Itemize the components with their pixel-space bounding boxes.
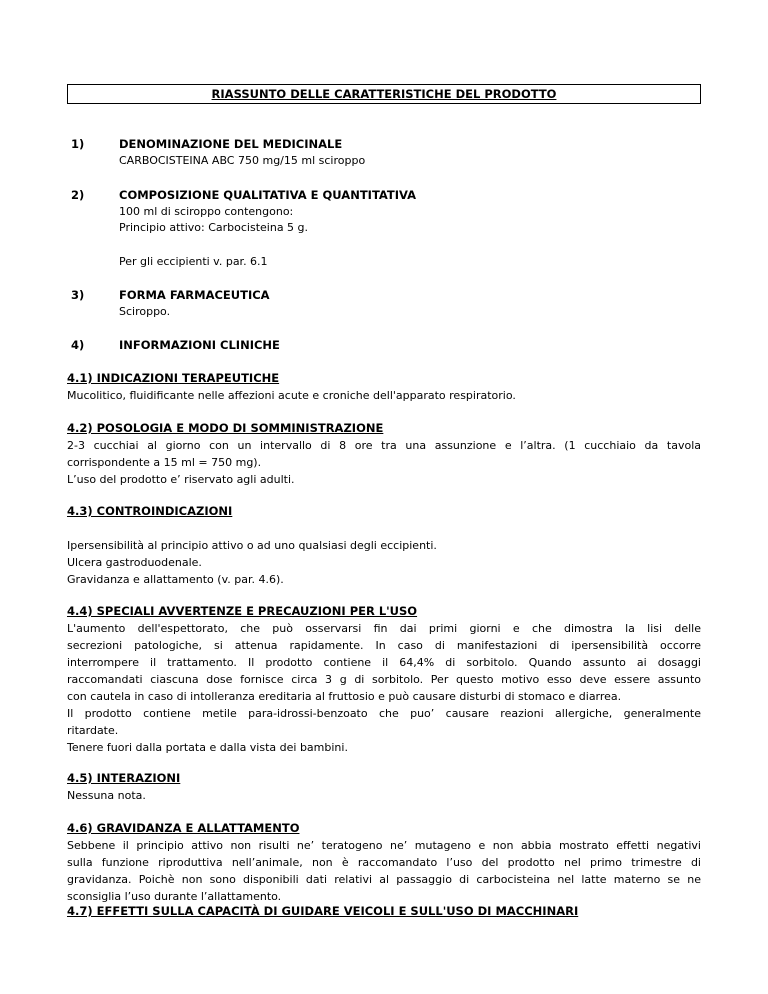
body-line: Ipersensibilità al principio attivo o ad uno qualsiasi degli eccipienti. xyxy=(67,539,437,552)
body-line: raccomandati ciascuna dose fornisce circa 3 g di sorbitolo. Per questo motivo esso deve essere assunto xyxy=(67,673,701,686)
body-line: Ulcera gastroduodenale. xyxy=(67,556,202,569)
subsection-body xyxy=(67,437,701,488)
body-line: L’uso del prodotto e’ riservato agli adulti. xyxy=(67,473,295,486)
body-line: Mucolitico, fluidificante nelle affezioni acute e croniche dell'apparato respiratorio. xyxy=(67,389,516,402)
body-line: 2-3 cucchiai al giorno con un intervallo di 8 ore tra una assunzione e l’altra. (1 cucchiaio da tavola xyxy=(67,439,701,452)
section-number: 2) xyxy=(71,188,85,202)
subsection-heading: 4.3) CONTROINDICAZIONI xyxy=(67,504,233,518)
subsection-heading: 4.5) INTERAZIONI xyxy=(67,771,181,785)
section-number: 4) xyxy=(71,338,85,352)
body-line: Il prodotto contiene metile para-idrossi-benzoato che puo’ causare reazioni allergiche, generalmente xyxy=(67,707,701,720)
body-line: Gravidanza e allattamento (v. par. 4.6). xyxy=(67,573,284,586)
body-line: interrompere il trattamento. Il prodotto contiene il 64,4% di sorbitolo. Quando assunto ai dosaggi xyxy=(67,656,701,669)
section-heading: COMPOSIZIONE QUALITATIVA E QUANTITATIVA xyxy=(119,188,417,202)
subsection-body xyxy=(67,537,701,588)
subsection-body xyxy=(67,837,701,905)
subsection-heading: 4.7) EFFETTI SULLA CAPACITÀ DI GUIDARE VEICOLI E SULL'USO DI MACCHINARI xyxy=(67,904,579,918)
body-line: Tenere fuori dalla portata e dalla vista dei bambini. xyxy=(67,741,348,754)
subsection-heading: 4.4) SPECIALI AVVERTENZE E PRECAUZIONI PER L'USO xyxy=(67,604,418,618)
subsection-heading: 4.2) POSOLOGIA E MODO DI SOMMINISTRAZIONE xyxy=(67,421,384,435)
document-title: RIASSUNTO DELLE CARATTERISTICHE DEL PRODOTTO xyxy=(67,84,701,104)
body-line: L'aumento dell'espettorato, che può osservarsi fin dai primi giorni e che dimostra la lisi delle xyxy=(67,622,701,635)
body-line: sulla funzione riproduttiva nell’animale, non è raccomandato l’uso del prodotto nel primo trimestre di xyxy=(67,856,701,869)
section-number: 1) xyxy=(71,137,85,151)
body-line: ritardate. xyxy=(67,724,119,737)
section-heading: FORMA FARMACEUTICA xyxy=(119,288,270,302)
section-heading: DENOMINAZIONE DEL MEDICINALE xyxy=(119,137,343,151)
subsection-body xyxy=(67,620,701,756)
section-line: Per gli eccipienti v. par. 6.1 xyxy=(119,255,268,268)
section-number: 3) xyxy=(71,288,85,302)
body-line: corrispondente a 15 ml = 750 mg). xyxy=(67,456,262,469)
body-line: Nessuna nota. xyxy=(67,789,146,802)
body-line: Sebbene il principio attivo non risulti ne’ teratogeno ne’ mutageno e non abbia mostrato effetti negativi xyxy=(67,839,701,852)
section-line: Principio attivo: Carbocisteina 5 g. xyxy=(119,221,309,234)
body-line: gravidanza. Poichè non sono disponibili dati relativi al passaggio di carbocisteina nel latte materno se ne xyxy=(67,873,701,886)
section-heading: INFORMAZIONI CLINICHE xyxy=(119,338,280,352)
subsection-body xyxy=(67,387,701,404)
body-line: con cautela in caso di intolleranza ereditaria al fruttosio e può causare disturbi di stomaco e diarrea. xyxy=(67,690,622,703)
subsection-heading: 4.1) INDICAZIONI TERAPEUTICHE xyxy=(67,371,280,385)
subsection-body xyxy=(67,787,701,804)
body-line: secrezioni patologiche, si attenua rapidamente. In caso di manifestazioni di ipersensibilità occorre xyxy=(67,639,701,652)
section-line: CARBOCISTEINA ABC 750 mg/15 ml sciroppo xyxy=(119,154,366,167)
section-line: Sciroppo. xyxy=(119,305,171,318)
subsection-heading: 4.6) GRAVIDANZA E ALLATTAMENTO xyxy=(67,821,300,835)
body-line: sconsiglia l’uso durante l’allattamento. xyxy=(67,890,282,903)
section-line: 100 ml di sciroppo contengono: xyxy=(119,205,294,218)
